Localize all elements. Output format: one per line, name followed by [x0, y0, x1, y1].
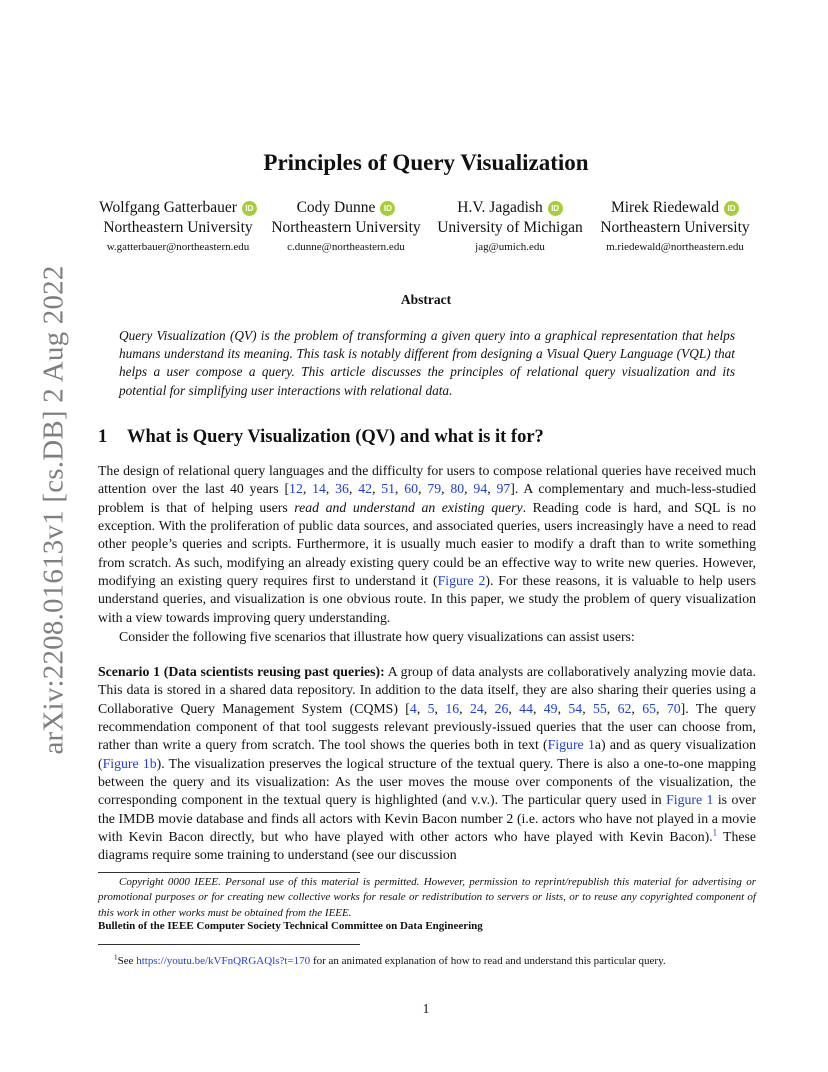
footnote-number: 1 [114, 953, 118, 962]
citation-link[interactable]: 36 [335, 481, 349, 497]
author-block [98, 198, 258, 257]
citation-link[interactable]: 14 [312, 481, 326, 497]
scenario-paragraph [98, 663, 756, 865]
orcid-icon[interactable]: ID [380, 201, 395, 216]
paragraph-text: is over the IMDB movie database and finds all actors with Kevin Bacon number 2 (i.e. actors who have not played in a movie with Kevin Bacon directly, but who have played with other actors who have played with Kevin Bacon). [98, 792, 756, 845]
footnote-text: See [117, 955, 137, 967]
author-email: c.dunne@northeastern.edu [287, 241, 405, 253]
citation-link[interactable]: 79 [427, 481, 442, 497]
author-email: jag@umich.edu [475, 241, 545, 253]
paragraph-text: . Reading code is hard, and SQL is no exception. With the proliferation of public data sources, and associated queries, users increasingly have a need to read other people’s queries and scripts. Furthermore, it is usually much easier to modify a draft than to write something from scratch. As such, modifying an already existing query could be an effective way to write new queries. However, modifying an existing query requires first to understand it ( [98, 499, 756, 589]
author-affiliation: University of Michigan [437, 219, 583, 236]
orcid-icon[interactable]: ID [548, 201, 563, 216]
citation-link[interactable]: 54 [568, 700, 583, 716]
author-affiliation: Northeastern University [600, 219, 750, 236]
author-affiliation: Northeastern University [271, 219, 421, 236]
citation-link[interactable]: 65 [642, 700, 657, 716]
page-number: 1 [422, 1001, 430, 1016]
paragraph-text: ) and as query visualization ( [98, 737, 756, 771]
section-heading [98, 427, 544, 448]
citation-link[interactable]: 97 [496, 481, 511, 497]
citation-link[interactable]: 26 [494, 700, 509, 716]
author-name: Wolfgang Gatterbauer [99, 199, 237, 216]
paragraph-text: ). For these reasons, it is valuable to help users understand queries, and visualization is one obvious route. In this paper, we study the problem of query visualization with a view towards improving query understanding. [98, 573, 757, 625]
abstract-text: Query Visualization (QV) is the problem of transforming a given query into a graphical representation that helps humans understand its meaning. This task is notably different from designing a Visual Query Language (VQL) that helps a user compose a query. This article discusses the principles of relational query visualization and its potential for simplifying user interactions with relational data. [119, 328, 735, 398]
citation-link[interactable]: 49 [543, 700, 558, 716]
paragraph-text: a [594, 737, 601, 753]
paragraph-text: ]. A complementary and much-less-studied problem is that of helping users [98, 481, 757, 515]
orcid-icon[interactable]: ID [242, 201, 257, 216]
paragraph-text: A group of data analysts are collaboratively analyzing movie data. This data is stored in a shared data repository. In addition to the data itself, they are also sharing their queries using a Collaborative Query Management System (CQMS) [ [98, 664, 756, 716]
paragraph-text: The design of relational query languages and the difficulty for users to compose relational queries have received much attention over the last 40 years [ [98, 463, 756, 497]
author-name: Mirek Riedewald [610, 199, 720, 216]
paragraph-text: These diagrams require some training to understand (see our discussion [98, 829, 756, 863]
paragraph-text: ). The visualization preserves the logical structure of the textual query. There is also a one-to-one mapping between the query and its visualization: As the user moves the mouse over components of the visualization, the corresponding component in the textual query is highlighted (and v.v.). The particular query used in [98, 755, 756, 808]
figure-2-link[interactable]: Figure 2 [437, 573, 486, 589]
citation-link[interactable]: 70 [666, 700, 681, 716]
copyright-text: Copyright 0000 IEEE. Personal use of this material is permitted. However, permission to reprint/republish this material for advertising or promotional purposes or for creating new collective works for resale or redistribution to servers or lists, or to reuse any copyrighted component of this work in other works must be obtained from the IEEE. [98, 876, 756, 919]
figure-1-link[interactable]: Figure 1 [666, 792, 714, 808]
body-paragraph [98, 462, 756, 627]
citation-link[interactable]: 51 [381, 481, 396, 497]
author-block [266, 198, 426, 257]
citation-link[interactable]: 62 [617, 700, 632, 716]
footnote [114, 953, 666, 969]
orcid-icon[interactable]: ID [724, 201, 739, 216]
citation-link[interactable]: 5 [427, 700, 435, 716]
paper-title: Principles of Query Visualization [263, 150, 589, 175]
section-title: What is Query Visualization (QV) and what is it for? [127, 427, 544, 447]
figure-1a-link[interactable]: Figure 1 [547, 737, 595, 753]
paragraph-text: ]. The query recommendation component of that tool suggests relevant previously-issued queries that the user can choose from, rather than write a query from scratch. The tool shows the queries both in text ( [98, 700, 756, 753]
citation-link[interactable]: 44 [519, 700, 533, 716]
citation-list: 12, 14, 36, 42, 51, 60, 79, 80, 94, 97 [289, 481, 511, 497]
video-link[interactable]: https://youtu.be/kVFnQRGAQls?t=170 [136, 955, 311, 967]
author-affiliation: Northeastern University [103, 219, 253, 236]
bulletin-line: Bulletin of the IEEE Computer Society Technical Committee on Data Engineering [98, 920, 483, 932]
author-name: H.V. Jagadish [457, 199, 543, 216]
citation-link[interactable]: 12 [289, 481, 303, 497]
footnote-divider [98, 872, 360, 873]
citation-link[interactable]: 80 [450, 481, 465, 497]
body-paragraph: Consider the following five scenarios that illustrate how query visualizations can assist users: [119, 629, 635, 644]
citation-link[interactable]: 94 [473, 481, 488, 497]
citation-link[interactable]: 4 [409, 700, 417, 716]
arxiv-identifier: arXiv:2208.01613v1 [cs.DB] 2 Aug 2022 [37, 265, 70, 755]
emphasis-text: read and understand an existing query [294, 499, 523, 515]
author-block [433, 198, 587, 257]
abstract-heading: Abstract [400, 292, 452, 307]
figure-1b-link[interactable]: Figure 1b [102, 755, 157, 771]
citation-link[interactable]: 55 [593, 700, 607, 716]
author-email: w.gatterbauer@northeastern.edu [106, 241, 250, 253]
author-name: Cody Dunne [296, 199, 376, 216]
copyright-notice [98, 875, 756, 921]
footnote-divider [98, 944, 360, 945]
section-number: 1 [98, 427, 108, 447]
citation-link[interactable]: 42 [358, 481, 372, 497]
citation-link[interactable]: 24 [469, 700, 484, 716]
footnote-text: for an animated explanation of how to read and understand this particular query. [310, 955, 666, 967]
author-block [595, 198, 755, 257]
footnote-marker[interactable]: 1 [712, 827, 718, 838]
citation-link[interactable]: 60 [404, 481, 419, 497]
citation-link[interactable]: 16 [445, 700, 460, 716]
scenario-heading: Scenario 1 (Data scientists reusing past queries): [98, 664, 385, 679]
author-email: m.riedewald@northeastern.edu [606, 241, 744, 253]
citation-list: 4, 5, 16, 24, 26, 44, 49, 54, 55, 62, 65, 70 [409, 700, 681, 716]
